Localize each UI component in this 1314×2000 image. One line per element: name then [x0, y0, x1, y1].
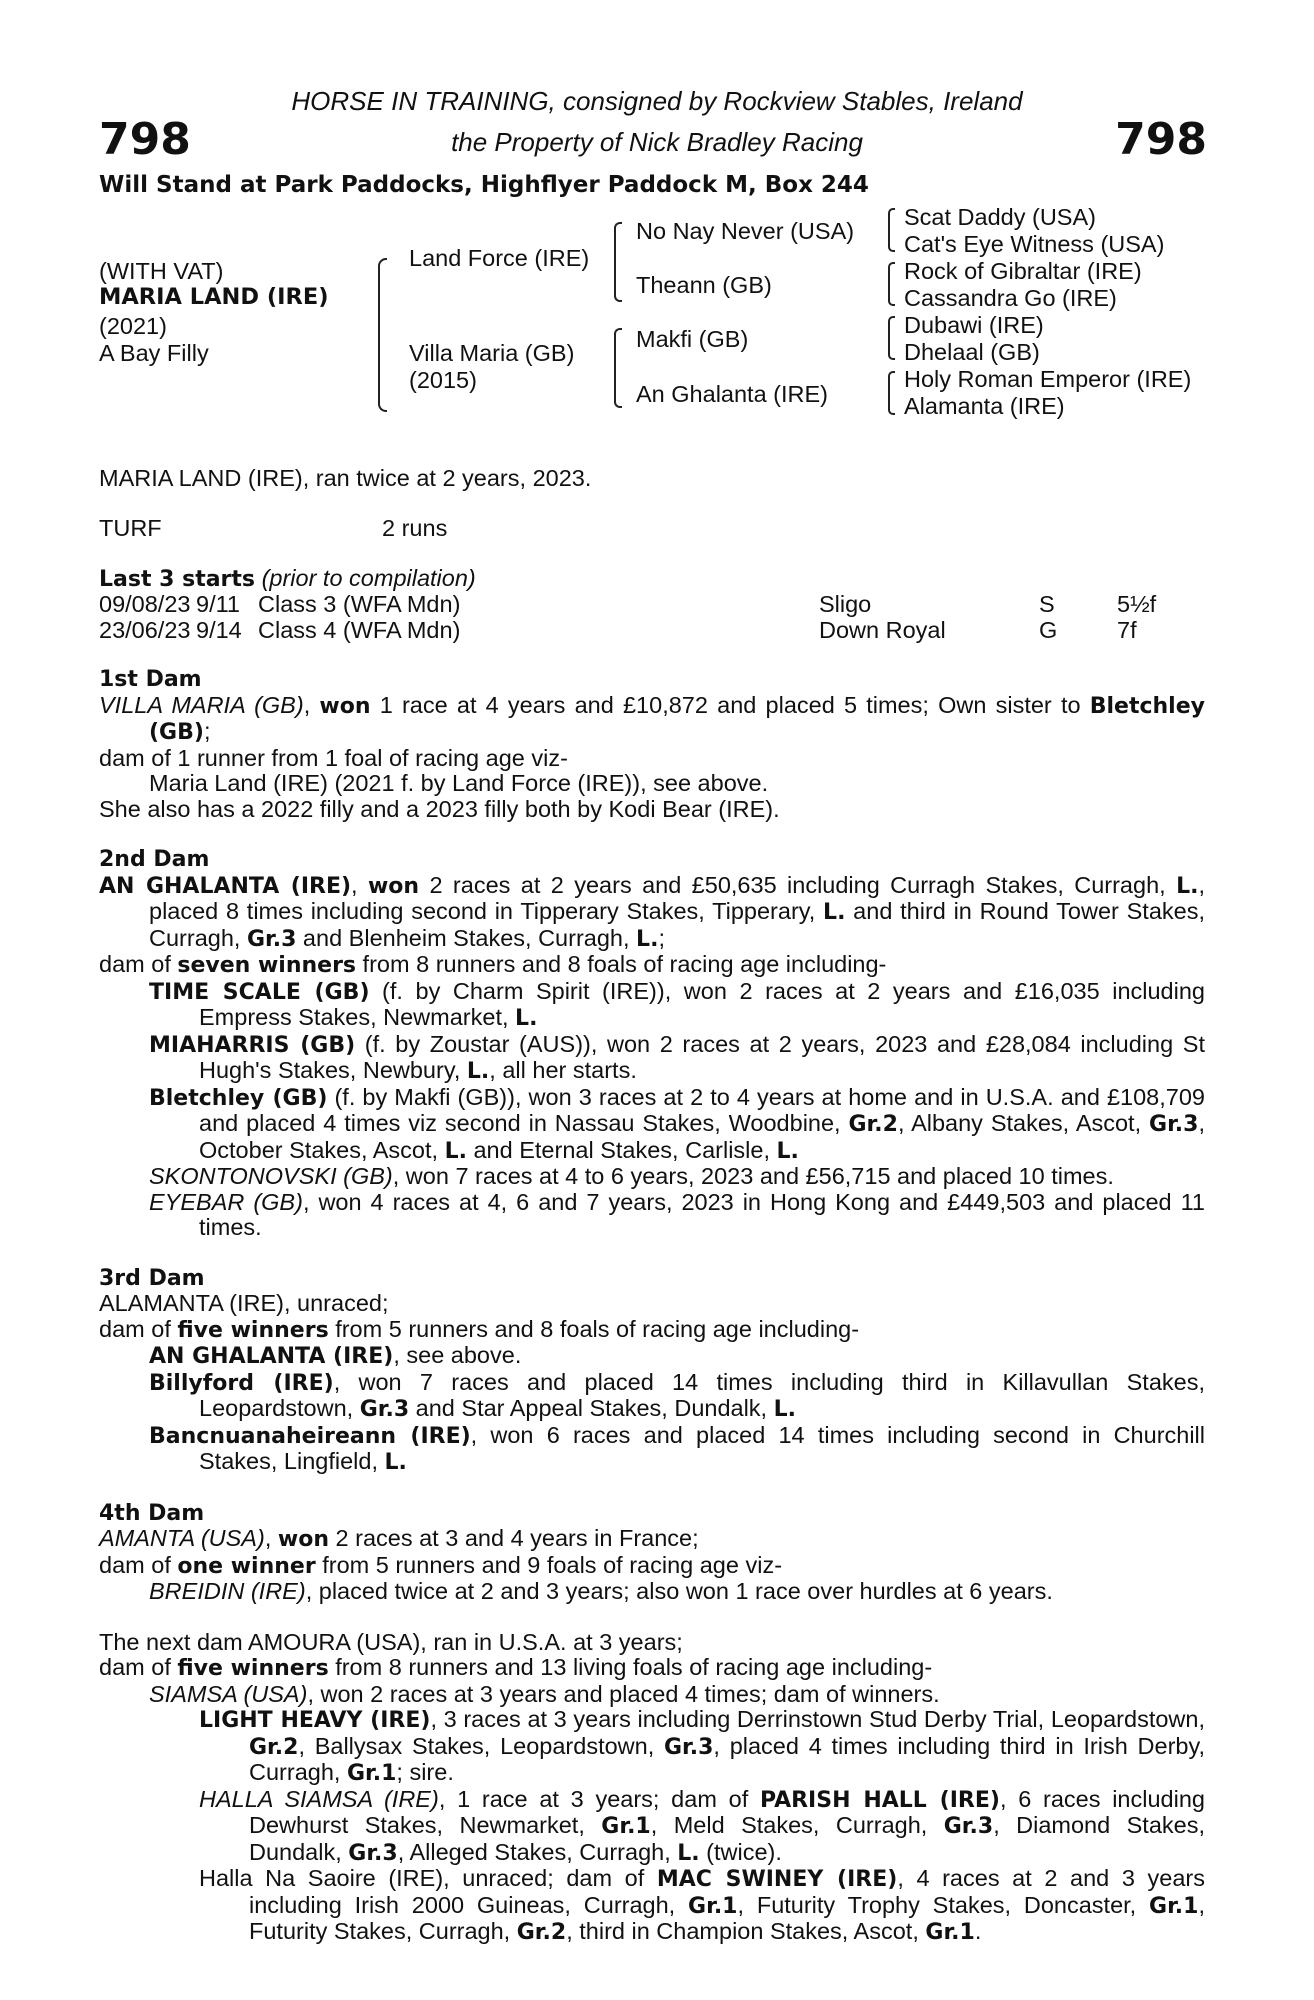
list-item: EYEBAR (GB), won 4 races at 4, 6 and 7 years, 2023 in Hong Kong and £449,503 and placed 11 times. [149, 1188, 1205, 1240]
start-position: 9/11 [196, 591, 240, 617]
property-line: the Property of Nick Bradley Racing [451, 127, 863, 157]
list-item: AN GHALANTA (IRE), see above. [149, 1342, 522, 1369]
dam-family-text [99, 667, 1205, 1946]
last-starts-note: (prior to compilation) [261, 565, 476, 591]
horse-description: A Bay Filly [99, 340, 209, 366]
sire-brace [614, 222, 622, 302]
first-dam-produce: dam of 1 runner from 1 foal of racing age viz- [99, 744, 568, 771]
last-starts-title: Last 3 starts [99, 567, 256, 592]
second-dam-record: AN GHALANTA (IRE), won 2 races at 2 years and £50,635 including Curragh Stakes, Curragh, L., placed 8 times including second in Tipperary Stakes, Tipperary, L. and third in Round Tower Stakes, Curragh, Gr.3 and Blenheim Stakes, Curragh, L.; [99, 871, 1205, 952]
list-item: TIME SCALE (GB) (f. by Charm Spirit (IRE)), won 2 races at 2 years and £16,035 including Empress Stakes, Newmarket, L. [149, 977, 1205, 1031]
list-item: SKONTONOVSKI (GB), won 7 races at 4 to 6 years, 2023 and £56,715 and placed 10 times. [149, 1163, 1114, 1189]
next-dam-record: The next dam AMOURA (USA), ran in U.S.A. at 3 years; [99, 1628, 683, 1655]
list-item: Billyford (IRE), won 7 races and placed 14 times including third in Killavullan Stakes, Leopardstown, Gr.3 and Star Appeal Stakes, Dundalk, L. [149, 1368, 1205, 1422]
dam-sire: Makfi (GB) [636, 326, 749, 352]
table-row [99, 618, 1156, 644]
ped-dds: Holy Roman Emperor (IRE) [904, 366, 1192, 392]
dam-brace [614, 328, 622, 408]
third-dam-record: ALAMANTA (IRE), unraced; [99, 1290, 389, 1316]
horse-name: MARIA LAND (IRE) [99, 284, 329, 310]
lot-number-left: 798 [99, 114, 191, 165]
stand-location: Will Stand at Park Paddocks, Highflyer Paddock M, Box 244 [99, 172, 869, 198]
dam: Villa Maria (GB) [409, 340, 575, 366]
first-dam-younger: She also has a 2022 filly and a 2023 filly both by Kodi Bear (IRE). [99, 795, 780, 822]
ped-sdd: Cassandra Go (IRE) [904, 285, 1117, 311]
brace-g3 [888, 316, 895, 360]
list-item: SIAMSA (USA), won 2 races at 3 years and placed 4 times; dam of winners. [149, 1680, 940, 1707]
list-item: HALLA SIAMSA (IRE), 1 race at 3 years; dam of PARISH HALL (IRE), 6 races including Dewhurst Stakes, Newmarket, Gr.1, Meld Stakes, Curragh, Gr.3, Diamond Stakes, Dundalk, Gr.3, Alleged Stakes, Curragh, L. (twice). [199, 1785, 1206, 1866]
start-position: 9/14 [196, 616, 242, 643]
start-course: Down Royal [819, 616, 946, 643]
brace-g2 [888, 262, 895, 306]
fourth-dam-record: AMANTA (USA), won 2 races at 3 and 4 years in France; [99, 1525, 699, 1552]
ped-sds: Rock of Gibraltar (IRE) [904, 258, 1142, 284]
dam-year: (2015) [409, 367, 477, 393]
start-going: G [1039, 616, 1058, 643]
ped-sss: Scat Daddy (USA) [904, 204, 1096, 230]
sire-sire: No Nay Never (USA) [636, 218, 855, 244]
start-date: 23/06/23 [99, 616, 191, 643]
start-race: Class 3 (WFA Mdn) [258, 591, 461, 617]
sire-dam-brace [378, 258, 387, 412]
second-dam-produce: dam of seven winners from 8 runners and 8 foals of racing age including- [99, 951, 887, 978]
consignor-line: HORSE IN TRAINING, consigned by Rockview Stables, Ireland [291, 86, 1023, 116]
start-course: Sligo [819, 591, 872, 617]
ped-ddd: Alamanta (IRE) [904, 393, 1065, 419]
last-starts-table [99, 592, 1156, 643]
start-distance: 5½f [1117, 591, 1157, 617]
start-date: 09/08/23 [99, 591, 191, 617]
first-dam-record: VILLA MARIA (GB), won 1 race at 4 years and £10,872 and placed 5 times; Own sister to Bletchley (GB); [99, 691, 1205, 745]
sire-dam: Theann (GB) [636, 272, 772, 298]
fourth-dam-heading: 4th Dam [99, 1500, 205, 1526]
third-dam-heading: 3rd Dam [99, 1265, 205, 1291]
brace-g1 [888, 208, 895, 252]
list-item: LIGHT HEAVY (IRE), 3 races at 3 years including Derrinstown Stud Derby Trial, Leopardstown, Gr.2, Ballysax Stakes, Leopardstown, Gr.3, placed 4 times including third in Irish Derby, Curragh, Gr.1; sire. [199, 1706, 1205, 1786]
start-going: S [1039, 591, 1055, 617]
race-summary: MARIA LAND (IRE), ran twice at 2 years, 2023. [99, 465, 592, 491]
ped-ssd: Cat's Eye Witness (USA) [904, 231, 1165, 257]
second-dam-heading: 2nd Dam [99, 847, 210, 872]
list-item: Bletchley (GB) (f. by Makfi (GB)), won 3 races at 2 to 4 years at home and in U.S.A. and £108,709 and placed 4 times viz second in Nassau Stakes, Woodbine, Gr.2, Albany Stakes, Ascot, Gr.3, October Stakes, Ascot, L. and Eternal Stakes, Carlisle, L. [149, 1083, 1205, 1164]
ped-dss: Dubawi (IRE) [904, 312, 1044, 338]
last-starts-heading [99, 566, 476, 593]
table-row [99, 592, 1156, 618]
first-dam-runner: Maria Land (IRE) (2021 f. by Land Force (IRE)), see above. [149, 770, 769, 796]
surface-runs: 2 runs [382, 515, 448, 541]
vat-note: (WITH VAT) [99, 258, 224, 284]
third-dam-produce: dam of five winners from 5 runners and 8 foals of racing age including- [99, 1315, 860, 1343]
lot-number-right: 798 [1115, 114, 1207, 165]
start-race: Class 4 (WFA Mdn) [258, 616, 461, 643]
next-dam-produce: dam of five winners from 8 runners and 13 living foals of racing age including- [99, 1654, 933, 1681]
fourth-dam-produce: dam of one winner from 5 runners and 9 foals of racing age viz- [99, 1551, 783, 1579]
first-dam-heading: 1st Dam [99, 667, 202, 692]
surface-label: TURF [99, 515, 162, 541]
horse-year: (2021) [99, 313, 167, 339]
ped-dsd: Dhelaal (GB) [904, 339, 1040, 365]
list-item: MIAHARRIS (GB) (f. by Zoustar (AUS)), won 2 races at 2 years, 2023 and £28,084 including St Hugh's Stakes, Newbury, L., all her starts. [149, 1030, 1205, 1084]
list-item: Bancnuanaheireann (IRE), won 6 races and placed 14 times including second in Churchill Stakes, Lingfield, L. [149, 1421, 1206, 1475]
list-item: Halla Na Saoire (IRE), unraced; dam of MAC SWINEY (IRE), 4 races at 2 and 3 years including Irish 2000 Guineas, Curragh, Gr.1, Futurity Trophy Stakes, Doncaster, Gr.1, Futurity Stakes, Curragh, Gr.2, third in Champion Stakes, Ascot, Gr.1. [199, 1865, 1205, 1945]
start-distance: 7f [1117, 616, 1137, 643]
brace-g4 [888, 371, 895, 415]
sire: Land Force (IRE) [409, 245, 590, 271]
list-item: BREIDIN (IRE), placed twice at 2 and 3 years; also won 1 race over hurdles at 6 years. [149, 1578, 1053, 1604]
dam-dam: An Ghalanta (IRE) [636, 381, 829, 407]
